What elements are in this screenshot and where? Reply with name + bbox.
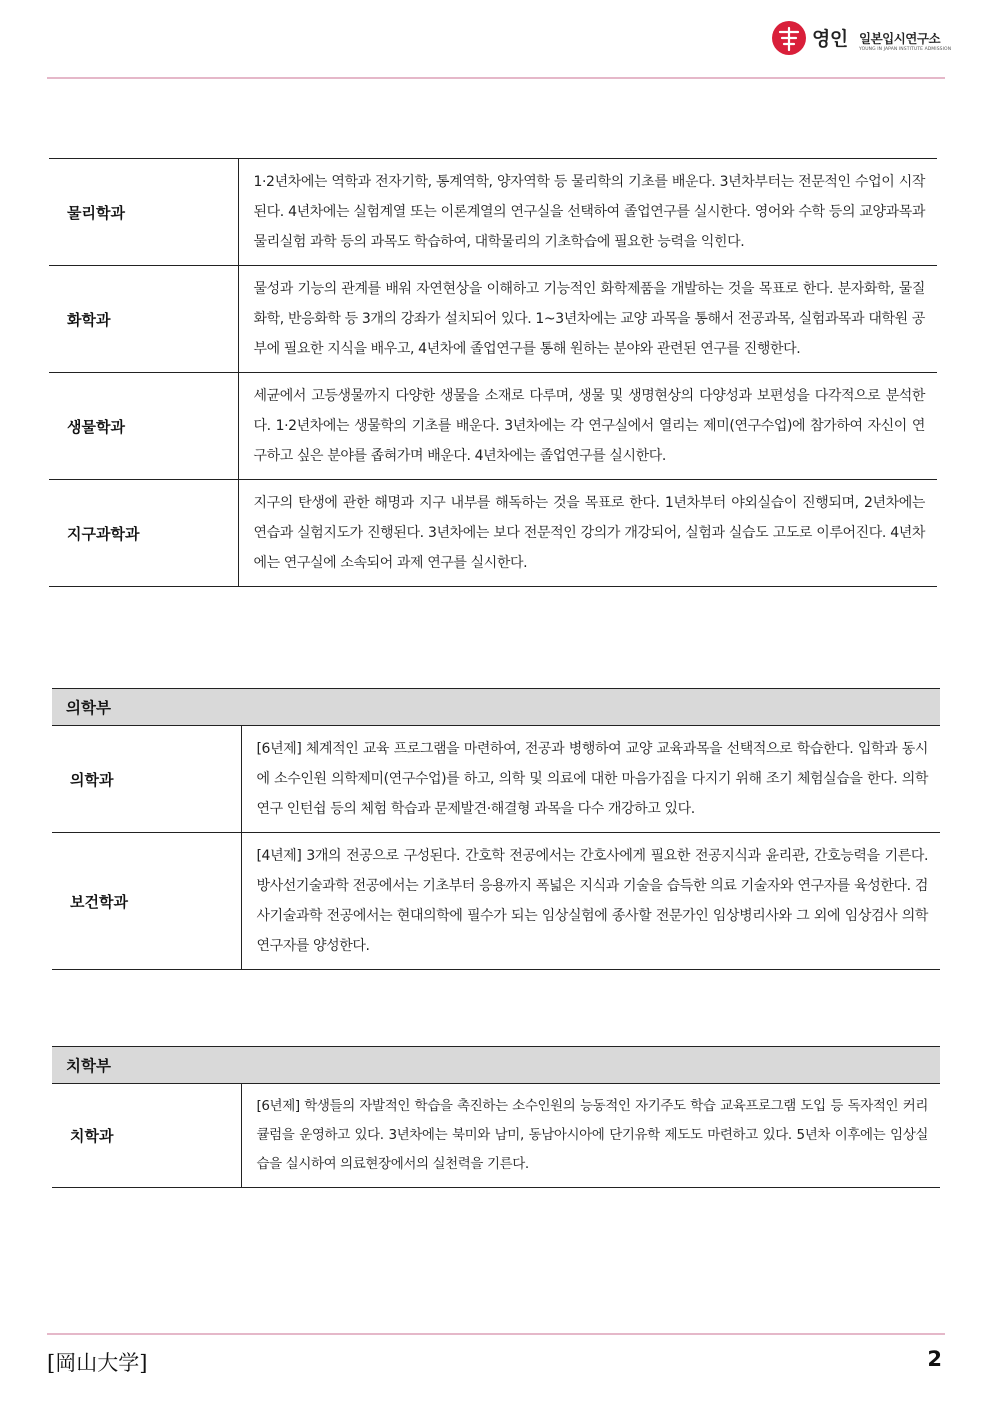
department-name: 치학과 <box>52 1084 241 1188</box>
footer-divider <box>47 1333 945 1335</box>
department-table-science <box>49 158 937 587</box>
table-row <box>52 1084 940 1188</box>
department-description: [6년제] 학생들의 자발적인 학습을 촉진하는 소수인원의 능동적인 자기주도 학습 교육프로그램 도입 등 독자적인 커리큘럼을 운영하고 있다. 3년차에는 북미와 남미, 동남아시아에 단기유학 제도도 마련하고 있다. 5년차 이후에는 임상실습을 실시하여 의료현장에서의 실천력을 기른다. <box>256 1098 928 1172</box>
section-header <box>52 1047 940 1084</box>
department-description: 세균에서 고등생물까지 다양한 생물을 소재로 다루며, 생물 및 생명현상의 다양성과 보편성을 다각적으로 분석한다. 1·2년차에는 생물학의 기초를 배운다. 3년차에는 각 연구실에서 열리는 제미(연구수업)에 참가하여 자신이 연구하고 싶은 분야를 좁혀가며 배운다. 4년차에는 졸업연구를 실시한다. <box>253 388 925 464</box>
logo-mark-icon <box>771 20 807 56</box>
department-name: 의학과 <box>52 726 241 833</box>
department-name: 지구과학과 <box>49 480 238 587</box>
department-description: 1·2년차에는 역학과 전자기학, 통계역학, 양자역학 등 물리학의 기초를 배운다. 3년차부터는 전문적인 수업이 시작된다. 4년차에는 실험계열 또는 이론계열의 연구실을 선택하여 졸업연구를 실시한다. 영어와 수학 등의 교양과목과 물리실험 과학 등의 과목도 학습하여, 대학물리의 기초학습에 필요한 능력을 익힌다. <box>253 174 925 250</box>
brand-subtitle: 일본입시연구소 <box>859 31 941 46</box>
department-table-dentistry <box>52 1046 940 1188</box>
brand-name: 영인 <box>812 28 848 50</box>
department-name: 보건학과 <box>52 833 241 970</box>
table-row <box>49 480 937 587</box>
department-description: 물성과 기능의 관계를 배워 자연현상을 이해하고 기능적인 화학제품을 개발하는 것을 목표로 한다. 분자화학, 물질화학, 반응화학 등 3개의 강좌가 설치되어 있다. 1~3년차에는 교양 과목을 통해서 전공과목, 실험과목과 대학원 공부에 필요한 지식을 배우고, 4년차에 졸업연구를 통해 원하는 분야와 관련된 연구를 진행한다. <box>253 281 925 357</box>
brand-logo <box>771 20 961 62</box>
section-header <box>52 689 940 726</box>
university-name: [岡山大学] <box>47 1351 148 1375</box>
page-number: 2 <box>927 1347 942 1371</box>
department-description: [6년제] 체계적인 교육 프로그램을 마련하여, 전공과 병행하여 교양 교육과목을 선택적으로 학습한다. 입학과 동시에 소수인원 의학제미(연구수업)를 하고, 의학 및 의료에 대한 마음가짐을 다지기 위해 조기 체험실습을 한다. 의학연구 인턴쉽 등의 체험 학습과 문제발견·해결형 과목을 다수 개강하고 있다. <box>256 741 928 817</box>
section-title: 의학부 <box>52 689 940 726</box>
table-row <box>49 159 937 266</box>
department-table-medicine <box>52 688 940 970</box>
header-divider <box>47 77 945 79</box>
department-description: [4년제] 3개의 전공으로 구성된다. 간호학 전공에서는 간호사에게 필요한 전공지식과 윤리관, 간호능력을 기른다. 방사선기술과학 전공에서는 기초부터 응용까지 폭넓은 지식과 기술을 습득한 의료 기술자와 연구자를 육성한다. 검사기술과학 전공에서는 현대의학에 필수가 되는 임상실험에 종사할 전문가인 임상병리사와 그 외에 임상검사 의학연구자를 양성한다. <box>256 848 928 954</box>
department-name: 물리학과 <box>49 159 238 266</box>
section-title: 치학부 <box>52 1047 940 1084</box>
department-name: 생물학과 <box>49 373 238 480</box>
department-name: 화학과 <box>49 266 238 373</box>
brand-tagline: YOUNG IN JAPAN INSTITUTE ADMISSION <box>859 47 952 52</box>
table-row <box>49 266 937 373</box>
table-row <box>49 373 937 480</box>
table-row <box>52 833 940 970</box>
table-row <box>52 726 940 833</box>
department-description: 지구의 탄생에 관한 해명과 지구 내부를 해독하는 것을 목표로 한다. 1년차부터 야외실습이 진행되며, 2년차에는 연습과 실험지도가 진행된다. 3년차에는 보다 전문적인 강의가 개강되어, 실험과 실습도 고도로 이루어진다. 4년차에는 연구실에 소속되어 과제 연구를 실시한다. <box>253 495 925 571</box>
